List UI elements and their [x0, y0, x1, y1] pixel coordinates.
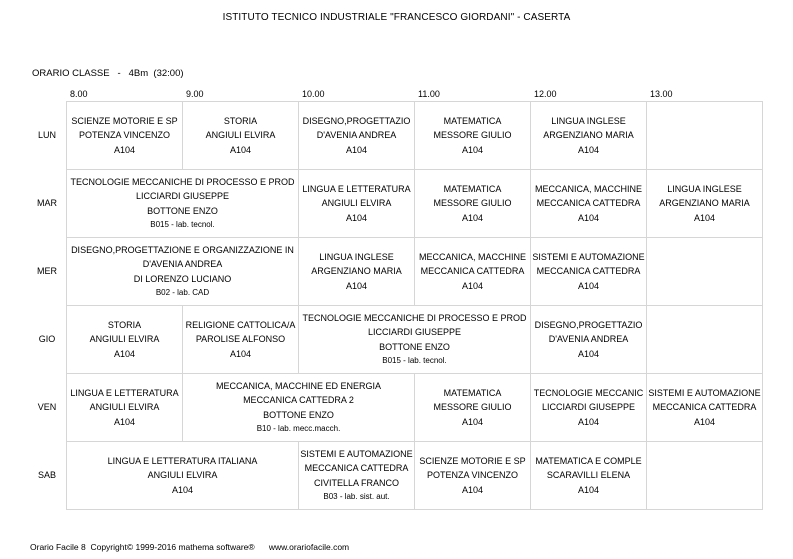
lesson-teacher: ARGENZIANO MARIA	[311, 266, 402, 277]
lesson-cell	[531, 170, 646, 237]
lesson-teacher: ANGIULI ELVIRA	[147, 470, 218, 481]
day-label: MAR	[37, 198, 57, 208]
lesson-room: A104	[577, 212, 600, 223]
lesson-room: A104	[113, 144, 136, 155]
lesson-teacher: D'AVENIA ANDREA	[548, 334, 629, 345]
lesson-teacher: SCARAVILLI ELENA	[546, 470, 631, 481]
lesson-cell	[415, 374, 530, 441]
lesson-subject: STORIA	[107, 319, 142, 330]
lesson-cell	[647, 374, 762, 441]
lesson-teacher: D'AVENIA ANDREA	[142, 259, 223, 269]
lesson-room: A104	[345, 144, 368, 155]
lesson-room: B10 - lab. mecc.macch.	[256, 424, 341, 433]
lesson-teacher: LICCIARDI GIUSEPPE	[135, 191, 230, 201]
lesson-room: A104	[113, 416, 136, 427]
lesson-teacher: BOTTONE ENZO	[379, 341, 450, 352]
lesson-cell	[67, 102, 182, 169]
school-title: ISTITUTO TECNICO INDUSTRIALE "FRANCESCO GIORDANI" - CASERTA	[222, 12, 571, 23]
lesson-cell	[183, 102, 298, 169]
class-label: ORARIO CLASSE - 4Bm (32:00)	[32, 68, 184, 79]
lesson-subject: TECNOLOGIE MECCANICHE DI PROCESSO E PROD	[70, 176, 295, 187]
lesson-teacher: ARGENZIANO MARIA	[659, 198, 750, 209]
lesson-subject: TECNOLOGIE MECCANICHE DI PROCESSO E PROD	[302, 312, 527, 323]
lesson-room: B03 - lab. sist. aut.	[323, 492, 390, 501]
lesson-subject: SISTEMI E AUTOMAZIONE	[532, 251, 645, 262]
lesson-subject: LINGUA INGLESE	[551, 115, 626, 126]
lesson-cell	[531, 374, 646, 441]
lesson-cell	[531, 238, 646, 305]
lesson-cell	[531, 102, 646, 169]
lesson-cell	[299, 238, 414, 305]
lesson-subject: MECCANICA, MACCHINE	[534, 183, 642, 194]
lesson-subject: MATEMATICA E COMPLE	[535, 455, 642, 466]
lesson-room: A104	[461, 416, 484, 427]
lesson-teacher: D'AVENIA ANDREA	[316, 130, 397, 141]
lesson-room: A104	[577, 348, 600, 359]
lesson-teacher: BOTTONE ENZO	[147, 205, 218, 216]
lesson-subject: SCIENZE MOTORIE E SP	[71, 115, 178, 126]
lesson-cell	[647, 170, 762, 237]
lesson-room: A104	[171, 484, 194, 495]
day-label: VEN	[37, 402, 57, 412]
lesson-subject: DISEGNO,PROGETTAZIO	[534, 319, 643, 330]
hour-label: 8.00	[70, 89, 88, 99]
lesson-cell	[415, 442, 530, 509]
lesson-teacher: LICCIARDI GIUSEPPE	[367, 327, 462, 337]
hour-label: 13.00	[650, 89, 673, 99]
lesson-room: A104	[229, 348, 252, 359]
lesson-subject: DISEGNO,PROGETTAZIO	[302, 115, 411, 126]
lesson-subject: LINGUA INGLESE	[667, 183, 742, 194]
copyright-footer: Orario Facile 8 Copyright© 1999-2016 mathema software® www.orariofacile.com	[30, 542, 350, 552]
lesson-cell	[299, 170, 414, 237]
lesson-subject: SISTEMI E AUTOMAZIONE	[648, 387, 761, 398]
lesson-cell	[183, 374, 414, 441]
lesson-teacher: DI LORENZO LUCIANO	[133, 273, 232, 284]
lesson-room: A104	[345, 212, 368, 223]
day-label: GIO	[38, 334, 56, 344]
lesson-teacher: ANGIULI ELVIRA	[89, 334, 160, 345]
lesson-cell	[531, 306, 646, 373]
lesson-room: A104	[577, 144, 600, 155]
lesson-teacher: MECCANICA CATTEDRA	[420, 266, 525, 277]
lesson-teacher: MECCANICA CATTEDRA	[536, 266, 641, 277]
lesson-room: B015 - lab. tecnol.	[150, 220, 215, 229]
lesson-teacher: MECCANICA CATTEDRA	[652, 402, 757, 413]
hour-label: 11.00	[418, 89, 440, 99]
lesson-cell	[531, 442, 646, 509]
hour-label: 10.00	[302, 89, 325, 99]
lesson-teacher: POTENZA VINCENZO	[426, 470, 518, 481]
lesson-subject: MATEMATICA	[443, 183, 502, 194]
lesson-room: A104	[577, 280, 600, 291]
lesson-teacher: MESSORE GIULIO	[433, 402, 512, 413]
lesson-room: B015 - lab. tecnol.	[382, 356, 447, 365]
lesson-subject: LINGUA E LETTERATURA ITALIANA	[107, 455, 258, 466]
lesson-teacher: MECCANICA CATTEDRA 2	[243, 395, 354, 405]
lesson-subject: SCIENZE MOTORIE E SP	[419, 455, 526, 466]
lesson-cell	[67, 306, 182, 373]
lesson-room: A104	[693, 416, 716, 427]
day-label: SAB	[37, 470, 56, 480]
lesson-subject: LINGUA E LETTERATURA	[302, 183, 411, 194]
lesson-cell	[415, 238, 530, 305]
lesson-cell	[67, 238, 298, 305]
lesson-subject: MECCANICA, MACCHINE	[418, 251, 526, 262]
lesson-room: A104	[461, 280, 484, 291]
lesson-room: A104	[693, 212, 716, 223]
lesson-teacher: MESSORE GIULIO	[433, 130, 512, 141]
lesson-subject: LINGUA E LETTERATURA	[70, 387, 179, 398]
lesson-subject: LINGUA INGLESE	[319, 251, 394, 262]
hour-label: 9.00	[186, 89, 204, 99]
lesson-teacher: ANGIULI ELVIRA	[89, 402, 160, 413]
lesson-room: A104	[345, 280, 368, 291]
lesson-teacher: BOTTONE ENZO	[263, 409, 334, 420]
lesson-cell	[415, 170, 530, 237]
lesson-cell	[67, 374, 182, 441]
lesson-cell	[299, 442, 414, 509]
lesson-room: A104	[113, 348, 136, 359]
lesson-teacher: MECCANICA CATTEDRA	[536, 198, 641, 209]
lesson-cell	[299, 102, 414, 169]
lesson-room: A104	[461, 484, 484, 495]
lesson-subject: MATEMATICA	[443, 115, 502, 126]
lesson-cell	[67, 170, 298, 237]
lesson-cell	[299, 306, 530, 373]
lesson-cell	[67, 442, 298, 509]
lesson-subject: STORIA	[223, 115, 258, 126]
lesson-room: A104	[461, 212, 484, 223]
lesson-teacher: ANGIULI ELVIRA	[205, 130, 276, 141]
lesson-room: B02 - lab. CAD	[155, 288, 210, 297]
day-label: LUN	[37, 130, 56, 140]
lesson-room: A104	[577, 416, 600, 427]
lesson-subject: TECNOLOGIE MECCANIC	[533, 387, 644, 398]
lesson-subject: MECCANICA, MACCHINE ED ENERGIA	[215, 380, 382, 391]
lesson-subject: SISTEMI E AUTOMAZIONE	[300, 448, 413, 459]
lesson-room: A104	[577, 484, 600, 495]
lesson-teacher: POTENZA VINCENZO	[78, 130, 170, 141]
lesson-teacher: MECCANICA CATTEDRA	[304, 463, 409, 473]
hour-label: 12.00	[534, 89, 557, 99]
lesson-cell	[183, 306, 298, 373]
lesson-subject: RELIGIONE CATTOLICA/A	[185, 319, 296, 330]
lesson-subject: DISEGNO,PROGETTAZIONE E ORGANIZZAZIONE IN	[71, 244, 294, 255]
lesson-teacher: PAROLISE ALFONSO	[195, 334, 286, 345]
day-label: MER	[37, 266, 57, 276]
lesson-subject: MATEMATICA	[443, 387, 502, 398]
lesson-teacher: MESSORE GIULIO	[433, 198, 512, 209]
lesson-teacher: CIVITELLA FRANCO	[313, 477, 400, 488]
lesson-room: A104	[229, 144, 252, 155]
lesson-room: A104	[461, 144, 484, 155]
lesson-teacher: ARGENZIANO MARIA	[543, 130, 634, 141]
lesson-teacher: ANGIULI ELVIRA	[321, 198, 392, 209]
lesson-cell	[415, 102, 530, 169]
lesson-teacher: LICCIARDI GIUSEPPE	[541, 402, 636, 413]
